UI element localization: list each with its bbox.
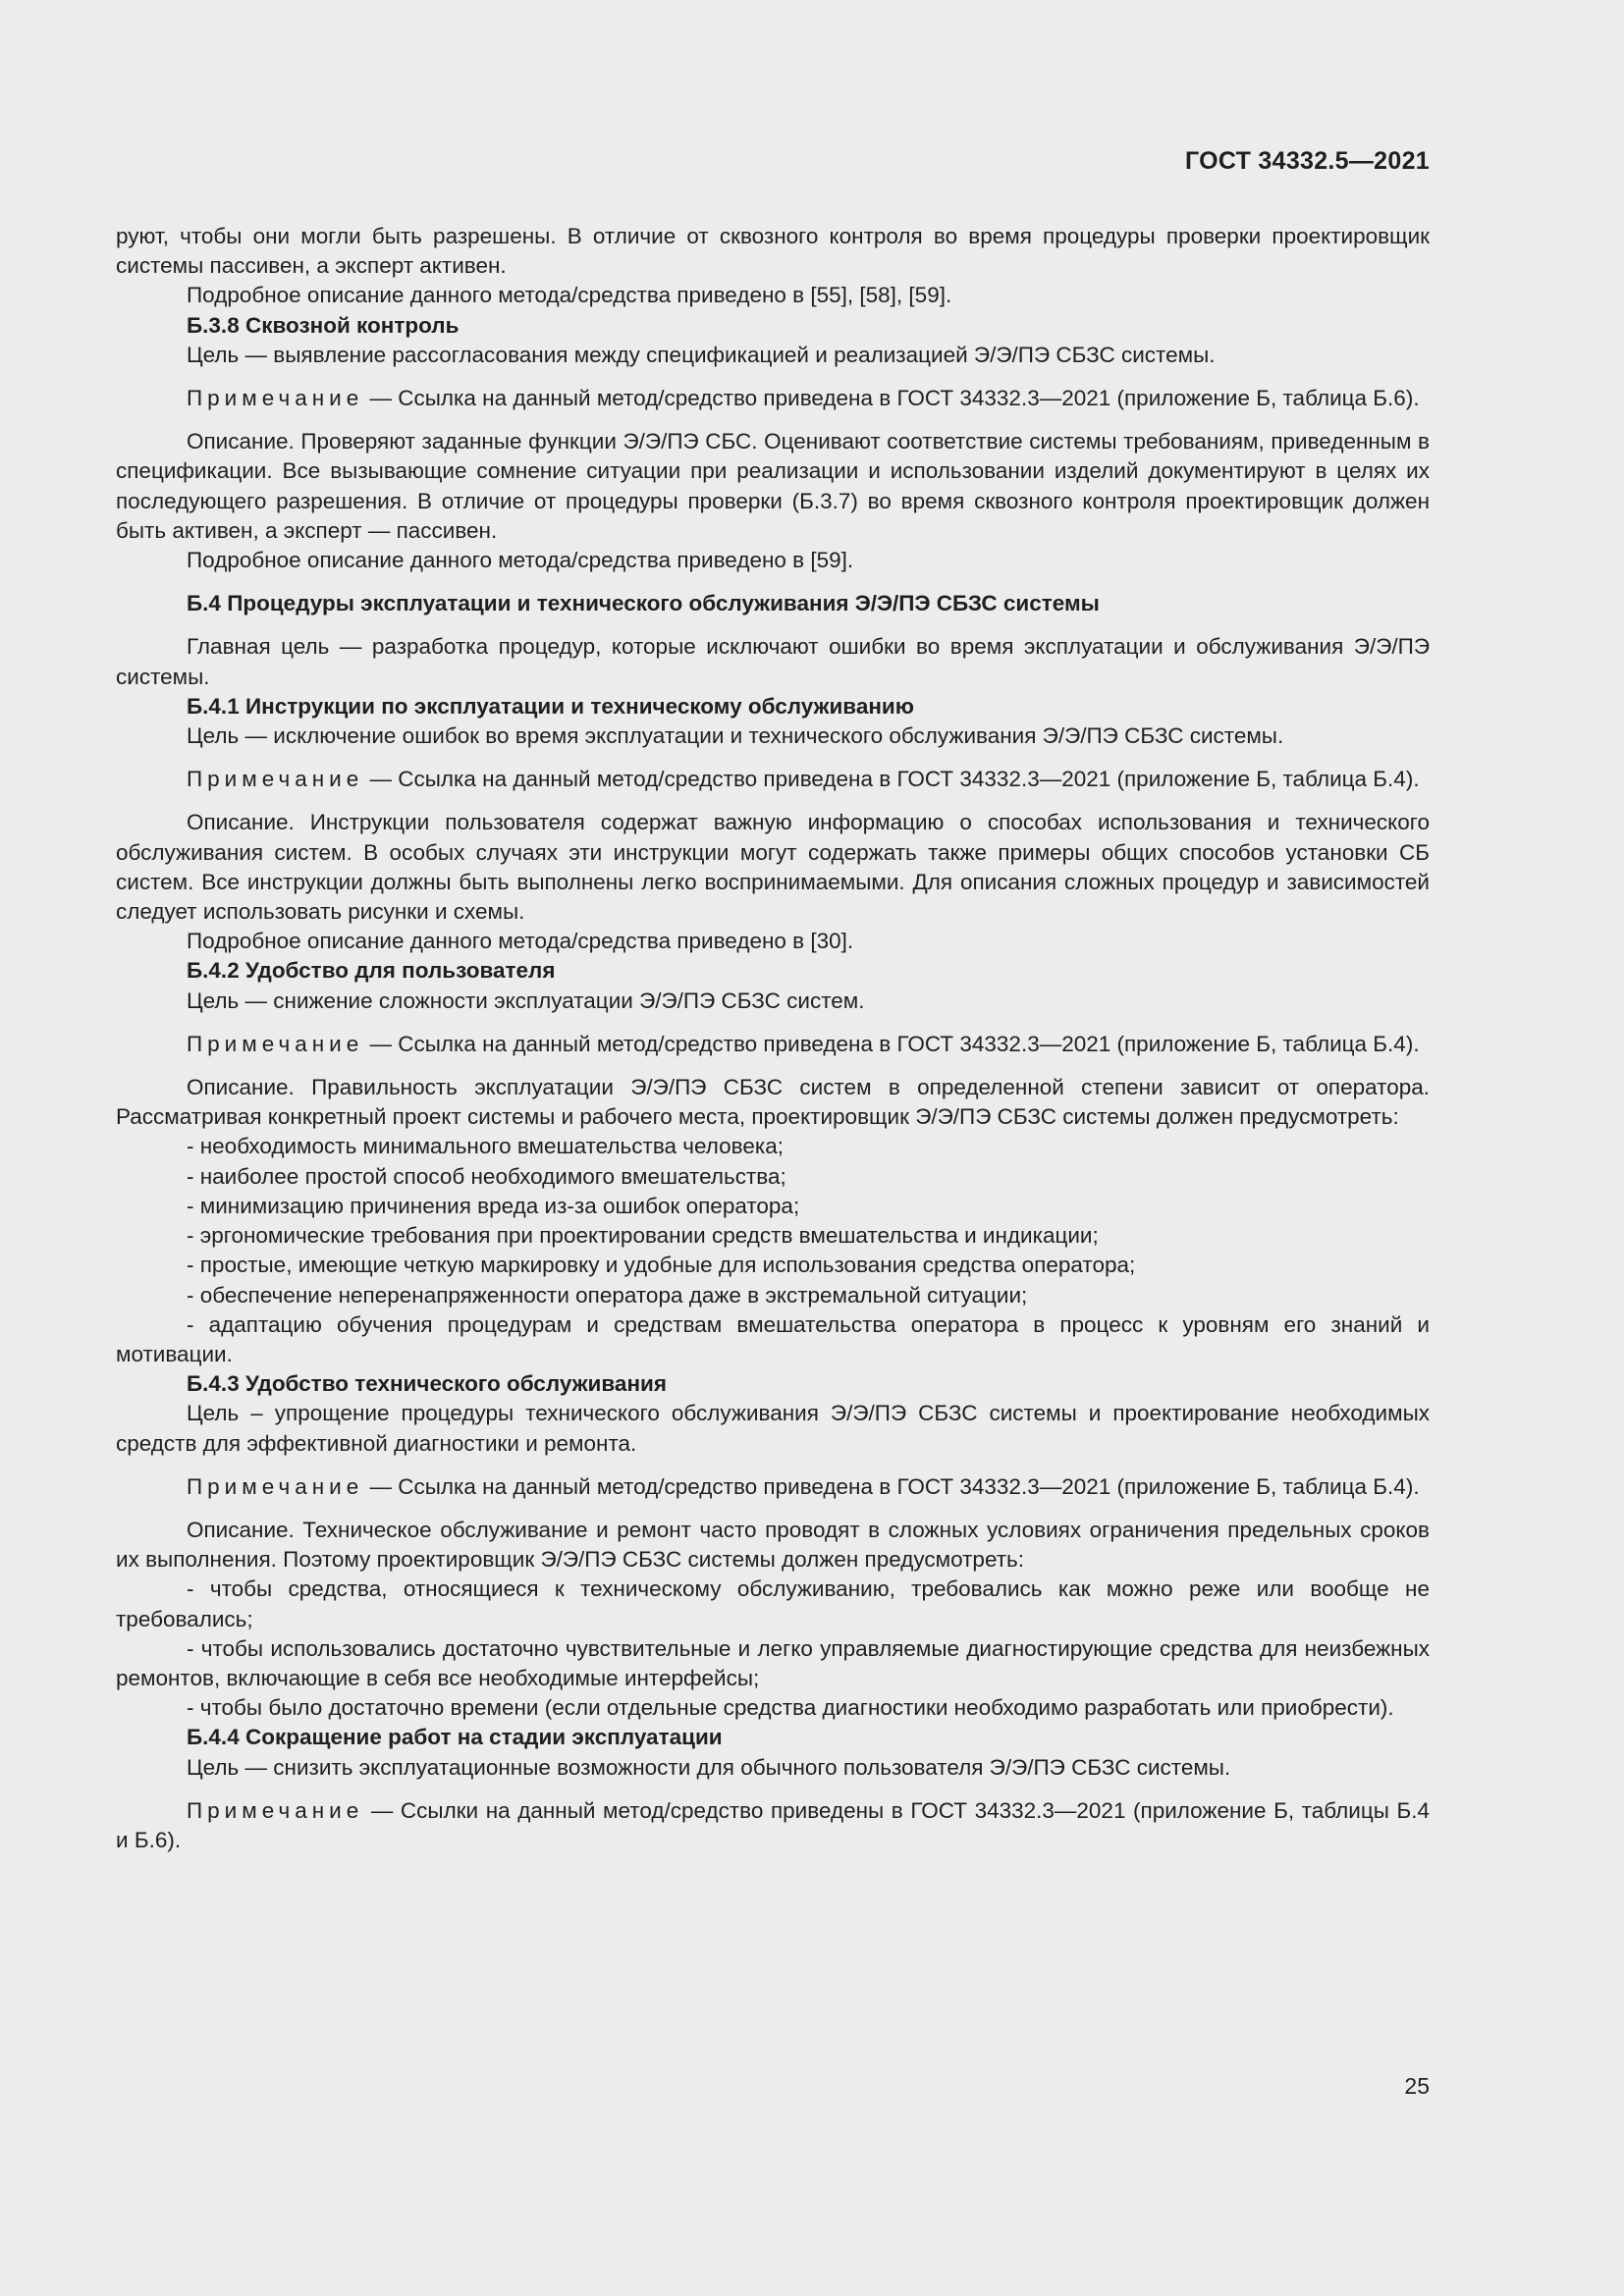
note <box>116 1796 1430 1855</box>
paragraph: руют, чтобы они могли быть разрешены. В отличие от сквозного контроля во время процедуры проверки проектировщик системы пассивен, а эксперт активен. <box>116 224 1430 279</box>
list-item: - чтобы средства, относящиеся к техническому обслуживанию, требовались как можно реже или вообще не требовались; <box>116 1576 1430 1631</box>
note-text: — Ссылка на данный метод/средство приведена в ГОСТ 34332.3—2021 (приложение Б, таблица Б.4). <box>363 767 1420 792</box>
paragraph: Цель — выявление рассогласования между спецификацией и реализацией Э/Э/ПЭ СБЗС системы. <box>187 342 1216 367</box>
note <box>116 1030 1430 1059</box>
note-label: Примечание <box>187 1797 364 1823</box>
paragraph: Цель – упрощение процедуры технического обслуживания Э/Э/ПЭ СБЗС системы и проектирование необходимых средств для эффективной диагностики и ремонта. <box>116 1401 1430 1456</box>
note <box>116 384 1430 413</box>
section-heading: Б.4.2 Удобство для пользователя <box>187 958 556 984</box>
note-text: — Ссылка на данный метод/средство приведена в ГОСТ 34332.3—2021 (приложение Б, таблица Б.4). <box>363 1031 1420 1056</box>
note <box>116 765 1430 794</box>
list-item: - простые, имеющие четкую маркировку и удобные для использования средства оператора; <box>187 1253 1136 1278</box>
paragraph: Подробное описание данного метода/средства приведено в [59]. <box>187 548 854 573</box>
list-item: - необходимость минимального вмешательства человека; <box>187 1134 784 1159</box>
paragraph: Цель — снижение сложности эксплуатации Э/Э/ПЭ СБЗС систем. <box>187 988 865 1013</box>
paragraph: Цель — снизить эксплуатационные возможности для обычного пользователя Э/Э/ПЭ СБЗС системы. <box>187 1754 1231 1780</box>
page-number: 25 <box>1404 2073 1430 2099</box>
section-heading: Б.4.1 Инструкции по эксплуатации и техническому обслуживанию <box>187 693 914 719</box>
note-text: — Ссылка на данный метод/средство приведена в ГОСТ 34332.3—2021 (приложение Б, таблица Б.4). <box>363 1473 1420 1499</box>
note-text: — Ссылка на данный метод/средство приведена в ГОСТ 34332.3—2021 (приложение Б, таблица Б.6). <box>363 386 1420 411</box>
list-item: - наиболее простой способ необходимого вмешательства; <box>187 1163 786 1189</box>
paragraph: Описание. Правильность эксплуатации Э/Э/ПЭ СБЗС систем в определенной степени зависит от оператора. Рассматривая конкретный проект системы и рабочего места, проектировщик Э/Э/ПЭ СБЗС системы должен предусмотреть: <box>116 1075 1430 1130</box>
paragraph: Подробное описание данного метода/средства приведено в [30]. <box>187 929 854 954</box>
section-heading: Б.4 Процедуры эксплуатации и технического обслуживания Э/Э/ПЭ СБЗС системы <box>187 591 1100 616</box>
paragraph: Описание. Техническое обслуживание и ремонт часто проводят в сложных условиях ограничения предельных сроков их выполнения. Поэтому проектировщик Э/Э/ПЭ СБЗС системы должен предусмотреть: <box>116 1517 1430 1573</box>
section-heading: Б.4.3 Удобство технического обслуживания <box>187 1371 667 1397</box>
document-code-header: ГОСТ 34332.5—2021 <box>1184 147 1430 175</box>
list-item: - минимизацию причинения вреда из-за ошибок оператора; <box>187 1193 800 1218</box>
page-body <box>116 222 1430 1855</box>
paragraph: Описание. Проверяют заданные функции Э/Э/ПЭ СБС. Оценивают соответствие системы требованиям, приведенным в спецификации. Все вызывающие сомнение ситуации при реализации и использовании изделий документируют в целях их последующего разрешения. В отличие от процедуры проверки (Б.3.7) во время сквозного контроля проектировщик должен быть активен, а эксперт — пассивен. <box>116 429 1430 543</box>
note <box>116 1472 1430 1502</box>
paragraph: Описание. Инструкции пользователя содержат важную информацию о способах использования и технического обслуживания систем. В особых случаях эти инструкции могут содержать также примеры общих способов установки СБ систем. Все инструкции должны быть выполнены легко воспринимаемыми. Для описания сложных процедур и зависимостей следует использовать рисунки и схемы. <box>116 810 1430 925</box>
list-item: - чтобы было достаточно времени (если отдельные средства диагностики необходимо разработать или приобрести). <box>187 1695 1394 1721</box>
note-label: Примечание <box>187 1031 364 1056</box>
paragraph: Подробное описание данного метода/средства приведено в [55], [58], [59]. <box>187 283 952 308</box>
note-label: Примечание <box>187 1473 364 1499</box>
note-text: — Ссылки на данный метод/средство приведены в ГОСТ 34332.3—2021 (приложение Б, таблицы Б.4 и Б.6). <box>116 1797 1430 1852</box>
note-label: Примечание <box>187 386 364 411</box>
list-item: - адаптацию обучения процедурам и средствам вмешательства оператора в процесс к уровням его знаний и мотивации. <box>116 1311 1430 1366</box>
section-heading: Б.4.4 Сокращение работ на стадии эксплуатации <box>187 1725 723 1750</box>
paragraph: Цель — исключение ошибок во время эксплуатации и технического обслуживания Э/Э/ПЭ СБЗС системы. <box>187 723 1284 749</box>
section-heading: Б.3.8 Сквозной контроль <box>187 312 460 338</box>
note-label: Примечание <box>187 767 364 792</box>
list-item: - обеспечение неперенапряженности оператора даже в экстремальной ситуации; <box>187 1282 1028 1308</box>
paragraph: Главная цель — разработка процедур, которые исключают ошибки во время эксплуатации и обслуживания Э/Э/ПЭ системы. <box>116 634 1430 689</box>
list-item: - эргономические требования при проектировании средств вмешательства и индикации; <box>187 1223 1099 1249</box>
list-item: - чтобы использовались достаточно чувствительные и легко управляемые диагностирующие средства для неизбежных ремонтов, включающие в себя все необходимые интерфейсы; <box>116 1635 1430 1690</box>
